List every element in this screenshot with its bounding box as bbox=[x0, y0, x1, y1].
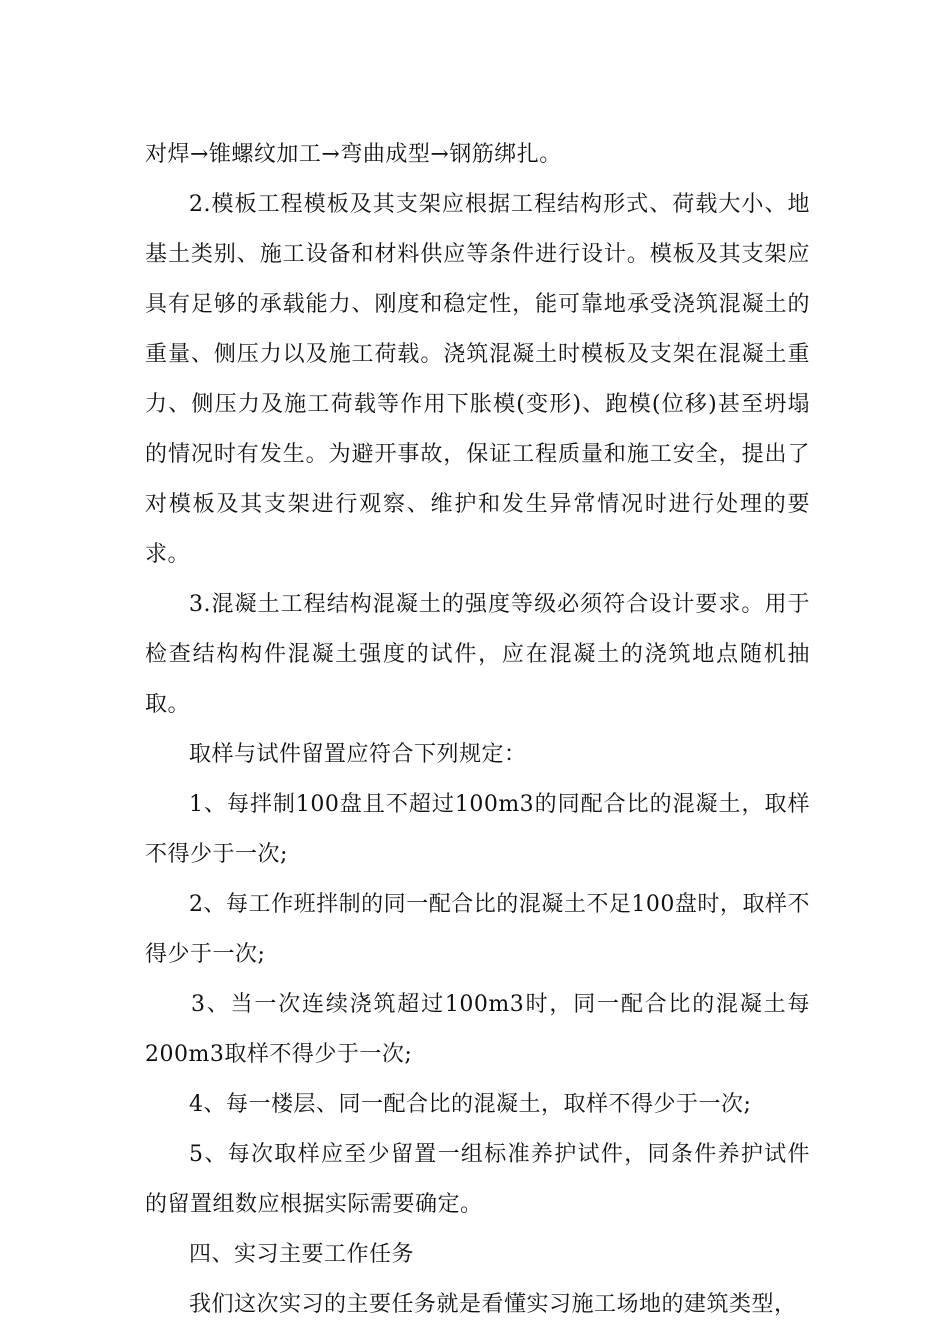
list-item-rule-1: 1、每拌制100盘且不超过100m3的同配合比的混凝土，取样不得少于一次; bbox=[145, 792, 810, 867]
list-item-rule-4: 4、每一楼层、同一配合比的混凝土，取样不得少于一次; bbox=[189, 1092, 752, 1117]
paragraph-sampling-rules-heading: 取样与试件留置应符合下列规定： bbox=[189, 742, 527, 767]
paragraph-formwork: 2.模板工程模板及其支架应根据工程结构形式、荷载大小、地基土类别、施工设备和材料供应等条件进行设计。模板及其支架应具有足够的承载能力、刚度和稳定性，能可靠地承受浇筑混凝土的重量、侧压力以及施工荷载。浇筑混凝土时模板及支架在混凝土重力、侧压力及施工荷载等作用下胀模(变形)、跑模(位移)甚至坍塌的情况时有发生。为避开事故，保证工程质量和施工安全，提出了对模板及其支架进行观察、维护和发生异常情况时进行处理的要求。 bbox=[145, 192, 810, 567]
list-item-rule-5: 5、每次取样应至少留置一组标准养护试件，同条件养护试件的留置组数应根据实际需要确定。 bbox=[145, 1142, 810, 1217]
section-heading-main-tasks: 四、实习主要工作任务 bbox=[189, 1242, 415, 1267]
list-item-rule-3: 3、当一次连续浇筑超过100m3时，同一配合比的混凝土每200m3取样不得少于一次; bbox=[145, 992, 810, 1067]
paragraph-main-tasks: 我们这次实习的主要任务就是看懂实习施工场地的建筑类型， bbox=[189, 1292, 797, 1317]
paragraph-rebar-process: 对焊→锥螺纹加工→弯曲成型→钢筋绑扎。 bbox=[145, 142, 562, 167]
document-body bbox=[145, 130, 810, 1330]
paragraph-concrete: 3.混凝土工程结构混凝土的强度等级必须符合设计要求。用于检查结构构件混凝土强度的试件，应在混凝土的浇筑地点随机抽取。 bbox=[145, 592, 810, 717]
list-item-rule-2: 2、每工作班拌制的同一配合比的混凝土不足100盘时，取样不得少于一次; bbox=[145, 892, 810, 967]
